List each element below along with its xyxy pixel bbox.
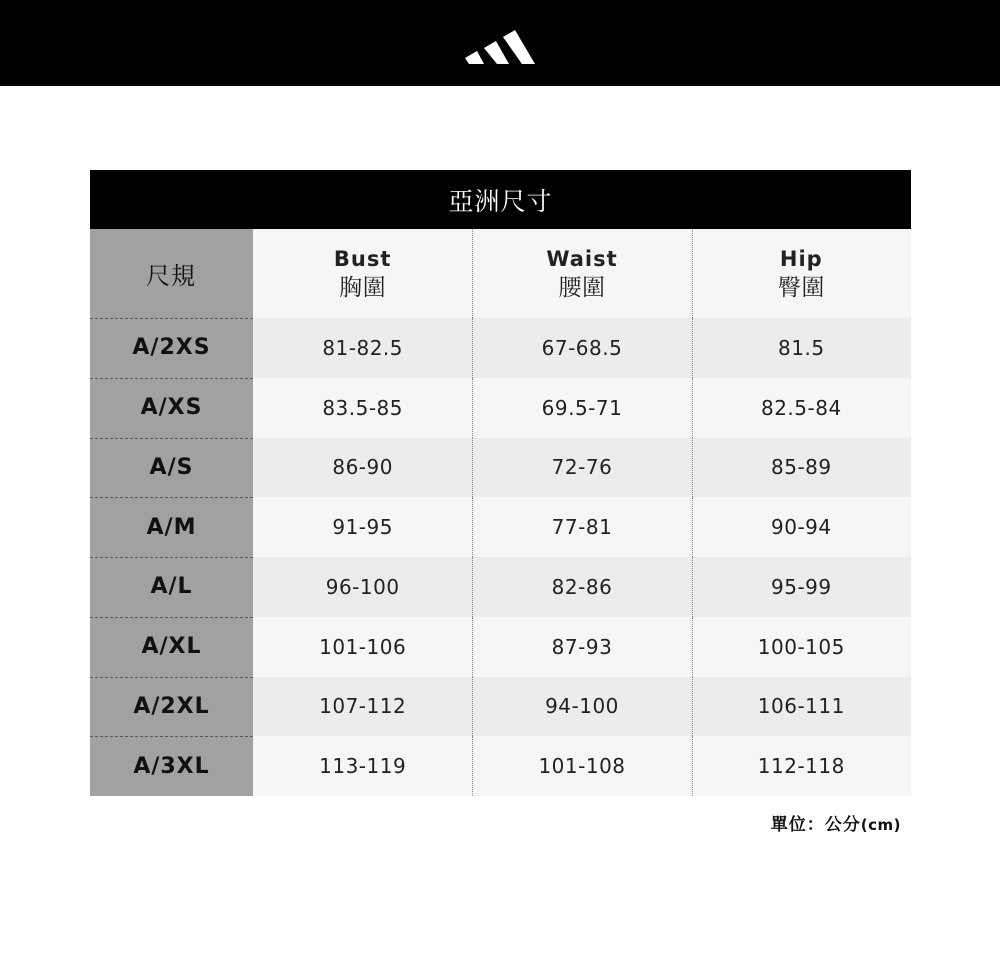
waist-value: 69.5-71 xyxy=(472,378,691,438)
waist-value: 67-68.5 xyxy=(472,318,691,378)
hip-value: 82.5-84 xyxy=(692,378,911,438)
waist-value: 94-100 xyxy=(472,677,691,737)
adidas-logo-icon xyxy=(465,22,535,66)
bust-value: 91-95 xyxy=(332,515,393,540)
bust-value: 107-112 xyxy=(319,694,407,719)
bust-value: 86-90 xyxy=(332,455,393,480)
bust-header-en: Bust xyxy=(333,246,392,271)
unit-note-cm: (cm) xyxy=(860,816,901,834)
hip-value: 85-89 xyxy=(692,438,911,498)
size-column-header: 尺規 xyxy=(90,229,253,318)
hip-value: 100-105 xyxy=(692,617,911,677)
table-row xyxy=(90,378,911,438)
hip-header-zh: 臀圍 xyxy=(777,274,825,301)
table-row xyxy=(90,318,911,378)
table-row xyxy=(90,617,911,677)
hip-value: 112-118 xyxy=(692,736,911,796)
waist-column-header xyxy=(472,229,691,318)
hip-value: 90-94 xyxy=(692,497,911,557)
bust-value: 83.5-85 xyxy=(322,395,404,420)
size-label: A/XS xyxy=(90,378,253,438)
waist-value: 77-81 xyxy=(472,497,691,557)
hip-column-header xyxy=(692,229,911,318)
table-row xyxy=(90,438,911,498)
table-row xyxy=(90,497,911,557)
waist-value: 101-108 xyxy=(472,736,691,796)
hip-value: 81.5 xyxy=(692,318,911,378)
table-row xyxy=(90,736,911,796)
size-label: A/XL xyxy=(90,617,253,677)
unit-note xyxy=(771,810,901,835)
size-label: A/2XS xyxy=(90,318,253,378)
hip-header-en: Hip xyxy=(779,246,823,271)
brand-header-bar xyxy=(0,0,1000,86)
waist-value: 72-76 xyxy=(472,438,691,498)
bust-column-header xyxy=(253,229,472,318)
size-label: A/2XL xyxy=(90,677,253,737)
size-chart-table xyxy=(90,170,911,796)
size-label: A/S xyxy=(90,438,253,498)
hip-value: 95-99 xyxy=(692,557,911,617)
size-label: A/L xyxy=(90,557,253,617)
waist-value: 82-86 xyxy=(472,557,691,617)
bust-value: 81-82.5 xyxy=(322,335,404,360)
size-label: A/M xyxy=(90,497,253,557)
hip-value: 106-111 xyxy=(692,677,911,737)
waist-header-zh: 腰圍 xyxy=(558,274,606,301)
table-header-row xyxy=(90,229,911,318)
bust-value: 113-119 xyxy=(319,754,407,779)
waist-value: 87-93 xyxy=(472,617,691,677)
table-row xyxy=(90,677,911,737)
bust-value: 101-106 xyxy=(319,634,407,659)
bust-value: 96-100 xyxy=(325,574,400,599)
waist-header-en: Waist xyxy=(546,246,618,271)
unit-note-label: 單位：公分 xyxy=(770,815,861,835)
size-label: A/3XL xyxy=(90,736,253,796)
table-title: 亞洲尺寸 xyxy=(90,170,911,229)
bust-header-zh: 胸圍 xyxy=(339,274,387,301)
table-row xyxy=(90,557,911,617)
